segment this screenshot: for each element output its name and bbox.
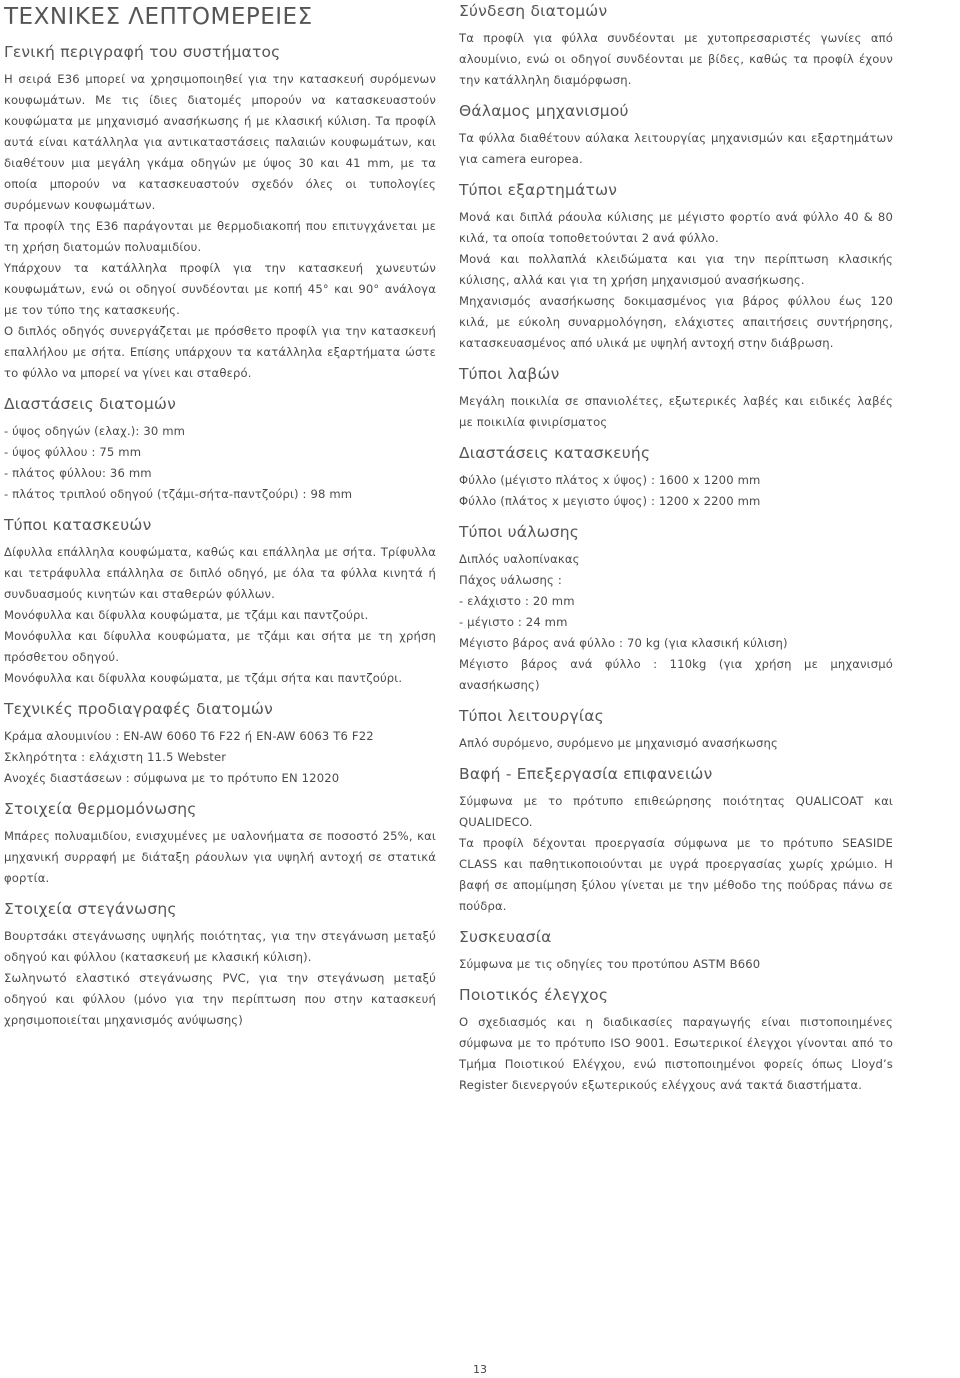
- right-section-9: [459, 975, 893, 1096]
- section-paragraph: Ο διπλός οδηγός συνεργάζεται με πρόσθετο προφίλ για την κατασκευή επαλλήλου με σήτα. Επίσης υπάρχουν τα κατάλληλα εξαρτήματα ώστε το φύλλο να μπορεί να γίνει και σταθερό.: [4, 324, 436, 380]
- left-section-0: [4, 32, 436, 384]
- section-paragraph: Υπάρχουν τα κατάλληλα προφίλ για την κατασκευή χωνευτών κουφωμάτων, ενώ οι οδηγοί συνδέονται με κοπή 45° και 90° ανάλογα με τον τύπο της κατασκευής.: [4, 261, 436, 317]
- section-paragraph: - πλάτος φύλλου: 36 mm: [4, 466, 152, 480]
- page-title: ΤΕΧΝΙΚΕΣ ΛΕΠΤΟΜΕΡΕΙΕΣ: [4, 4, 313, 30]
- right-section-5: [459, 512, 893, 696]
- right-section-6: [459, 696, 893, 754]
- section-paragraph: - ύψος φύλλου : 75 mm: [4, 445, 142, 459]
- section-heading: Στοιχεία στεγάνωσης: [4, 900, 177, 918]
- section-heading: Ποιοτικός έλεγχος: [459, 986, 609, 1004]
- right-section-1: [459, 91, 893, 170]
- right-section-4: [459, 433, 893, 512]
- section-paragraph: Φύλλο (πλάτος x μεγιστο ύψος) : 1200 x 2200 mm: [459, 494, 761, 508]
- right-section-0: [459, 0, 893, 91]
- section-heading: Τύποι λειτουργίας: [459, 707, 604, 725]
- section-paragraph: Μονόφυλλα και δίφυλλα κουφώματα, με τζάμι και παντζούρι.: [4, 608, 369, 622]
- section-paragraph: Τα προφίλ της E36 παράγονται με θερμοδιακοπή που επιτυγχάνεται με τη χρήση διατομών πολυαμιδίου.: [4, 219, 436, 254]
- right-section-8: [459, 917, 893, 975]
- section-heading: Θάλαμος μηχανισμού: [459, 102, 629, 120]
- section-paragraph: Βουρτσάκι στεγάνωσης υψηλής ποιότητας, για την στεγάνωση μεταξύ οδηγού και φύλλου (κατασκευή με κλασική κύλιση).: [4, 929, 436, 964]
- section-paragraph: Σύμφωνα με το πρότυπο επιθεώρησης ποιότητας QUALICOAT και QUALIDECO.: [459, 794, 893, 829]
- section-heading: Τύποι λαβών: [459, 365, 560, 383]
- left-column: [4, 0, 436, 1031]
- section-paragraph: Κράμα αλουμινίου : EN-AW 6060 T6 F22 ή EN-AW 6063 T6 F22: [4, 729, 374, 743]
- section-paragraph: Μονόφυλλα και δίφυλλα κουφώματα, με τζάμι σήτα και παντζούρι.: [4, 671, 403, 685]
- section-paragraph: - ύψος οδηγών (ελαχ.): 30 mm: [4, 424, 186, 438]
- section-paragraph: Μέγιστο βάρος ανά φύλλο : 110kg (για χρήση με μηχανισμό ανασήκωσης): [459, 657, 893, 692]
- left-section-3: [4, 689, 436, 789]
- section-paragraph: Σύμφωνα με τις οδηγίες του προτύπου ASTM B660: [459, 957, 761, 971]
- section-heading: Στοιχεία θερμομόνωσης: [4, 800, 197, 818]
- section-paragraph: Σκληρότητα : ελάχιστη 11.5 Webster: [4, 750, 227, 764]
- section-paragraph: Τα προφίλ για φύλλα συνδέονται με χυτοπρεσαριστές γωνίες από αλουμίνιο, ενώ οι οδηγοί συνδέονται με βίδες, καθώς τα προφίλ έχουν την κατάλληλη διαμόρφωση.: [459, 31, 893, 87]
- section-paragraph: Τα προφίλ δέχονται προεργασία σύμφωνα με το πρότυπο SEASIDE CLASS και παθητικοποιούνται με υγρά προεργασίας χωρίς χρώμιο. Η βαφή σε απομίμηση ξύλου γίνεται με την μέθοδο της πούδρας πάνω σε πούδρα.: [459, 836, 893, 913]
- section-heading: Διαστάσεις κατασκευής: [459, 444, 651, 462]
- section-paragraph: Απλό συρόμενο, συρόμενο με μηχανισμό ανασήκωσης: [459, 736, 778, 750]
- section-paragraph: Φύλλο (μέγιστο πλάτος x ύψος) : 1600 x 1200 mm: [459, 473, 761, 487]
- left-section-5: [4, 889, 436, 1031]
- section-heading: Τύποι υάλωσης: [459, 523, 580, 541]
- section-paragraph: Μεγάλη ποικιλία σε σπανιολέτες, εξωτερικές λαβές και ειδικές λαβές με ποικιλία φινιρίσματος: [459, 394, 893, 429]
- section-paragraph: Δίφυλλα επάλληλα κουφώματα, καθώς και επάλληλα με σήτα. Τρίφυλλα και τετράφυλλα επάλληλα σε διπλό οδηγό, με όλα τα φύλλα κινητά ή συνδυασμούς κινητών και σταθερών φύλλων.: [4, 545, 436, 601]
- left-section-2: [4, 505, 436, 689]
- section-paragraph: Η σειρά E36 μπορεί να χρησιμοποιηθεί για την κατασκευή συρόμενων κουφωμάτων. Με τις ίδιες διατομές μπορούν να κατασκευαστούν κουφώματα με μηχανισμό ανασήκωσης ή με κλασική κύλιση. Τα προφίλ αυτά είναι κατάλληλα για αντικαταστάσεις παλαιών κουφωμάτων, και διαθέτουν μια μεγάλη γκάμα οδηγών με ύψος 30 και 41 mm, με τα οποία μπορούν να κατασκευαστούν σχεδόν όλες οι τυπολογίες συρόμενων κουφωμάτων.: [4, 72, 436, 212]
- section-paragraph: - μέγιστο : 24 mm: [459, 615, 568, 629]
- right-column: [459, 0, 893, 1096]
- right-section-3: [459, 354, 893, 433]
- section-paragraph: Μονόφυλλα και δίφυλλα κουφώματα, με τζάμι και σήτα με τη χρήση πρόσθετου οδηγού.: [4, 629, 436, 664]
- right-sections: [459, 0, 893, 1096]
- page-number: 13: [473, 1363, 487, 1376]
- section-heading: Τύποι εξαρτημάτων: [459, 181, 618, 199]
- section-paragraph: Μονά και διπλά ράουλα κύλισης με μέγιστο φορτίο ανά φύλλο 40 & 80 κιλά, τα οποία τοποθετούνται 2 ανά φύλλο.: [459, 210, 893, 245]
- section-paragraph: Μέγιστο βάρος ανά φύλλο : 70 kg (για κλασική κύλιση): [459, 636, 788, 650]
- section-paragraph: - ελάχιστο : 20 mm: [459, 594, 575, 608]
- section-paragraph: - πλάτος τριπλού οδηγού (τζάμι-σήτα-παντζούρι) : 98 mm: [4, 487, 353, 501]
- section-paragraph: Πάχος υάλωσης :: [459, 573, 562, 587]
- section-paragraph: Μπάρες πολυαμιδίου, ενισχυμένες με υαλονήματα σε ποσοστό 25%, και μηχανική συρραφή με διάταξη ράουλων για υψηλή αντοχή σε στατικά φορτία.: [4, 829, 436, 885]
- section-heading: Τεχνικές προδιαγραφές διατομών: [4, 700, 273, 718]
- right-section-7: [459, 754, 893, 917]
- section-paragraph: Ανοχές διαστάσεων : σύμφωνα με το πρότυπο EN 12020: [4, 771, 340, 785]
- section-heading: Τύποι κατασκευών: [4, 516, 152, 534]
- section-paragraph: Τα φύλλα διαθέτουν αύλακα λειτουργίας μηχανισμών και εξαρτημάτων για camera europea.: [459, 131, 893, 166]
- section-heading: Συσκευασία: [459, 928, 552, 946]
- left-section-1: [4, 384, 436, 505]
- section-heading: Βαφή - Επεξεργασία επιφανειών: [459, 765, 713, 783]
- section-paragraph: Μηχανισμός ανασήκωσης δοκιμασμένος για βάρος φύλλου έως 120 κιλά, με εύκολη συναρμολόγηση, ελάχιστες απαιτήσεις συντήρησης, κατασκευασμένος από υλικά με υψηλή αντοχή στην διάβρωση.: [459, 294, 893, 350]
- section-paragraph: Ο σχεδιασμός και η διαδικασίες παραγωγής είναι πιστοποιημένες σύμφωνα με το πρότυπο ISO 9001. Εσωτερικοί έλεγχοι γίνονται από το Τμήμα Ποιοτικού Ελέγχου, ενώ πιστοποιημένοι φορείς όπως Lloyd’s Register διενεργούν εξωτερικούς ελέγχους ανά τακτά διαστήματα.: [459, 1015, 893, 1092]
- section-paragraph: Μονά και πολλαπλά κλειδώματα και για την περίπτωση κλασικής κύλισης, αλλά και για τη χρήση μηχανισμού ανασήκωσης.: [459, 252, 893, 287]
- left-section-4: [4, 789, 436, 889]
- section-paragraph: Σωληνωτό ελαστικό στεγάνωσης PVC, για την στεγάνωση μεταξύ οδηγού και φύλλου (μόνο για την περίπτωση που στην κατασκευή χρησιμοποιείται μηχανισμός ανύψωσης): [4, 971, 436, 1027]
- section-paragraph: Διπλός υαλοπίνακας: [459, 552, 580, 566]
- right-section-2: [459, 170, 893, 354]
- left-sections: [4, 32, 436, 1031]
- section-heading: Γενική περιγραφή του συστήματος: [4, 43, 281, 61]
- section-heading: Σύνδεση διατομών: [459, 2, 608, 20]
- section-heading: Διαστάσεις διατομών: [4, 395, 176, 413]
